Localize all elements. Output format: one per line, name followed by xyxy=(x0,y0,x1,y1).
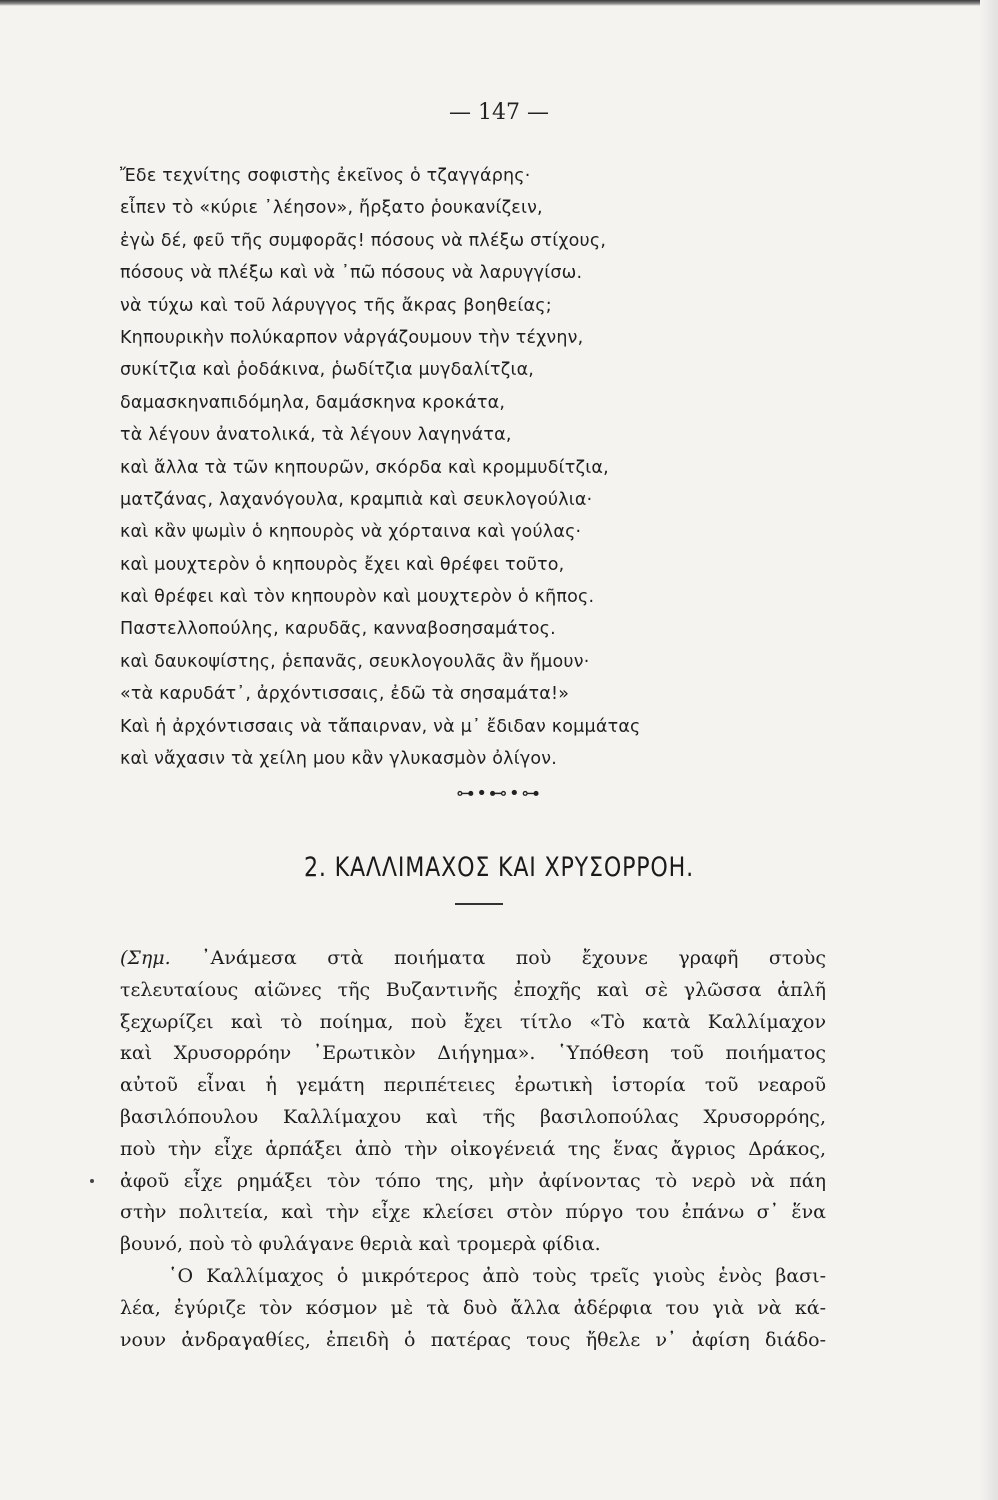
page-number: — 147 — xyxy=(449,100,549,125)
verse-line: Παστελλοπούλης, καρυδᾶς, κανναβοσησαμάτος. xyxy=(120,619,556,640)
page-right-edge xyxy=(980,0,998,1500)
prose-line: τελευταίους αἰῶνες τῆς Βυζαντινῆς ἐποχῆς καὶ σὲ γλῶσσα ἁπλῆ xyxy=(120,978,826,1001)
verse-block xyxy=(120,160,900,775)
verse-line: καὶ δαυκοψίστης, ῥεπανᾶς, σευκλογουλᾶς ἂν ἤμουν· xyxy=(120,651,590,672)
prose-line: βουνό, ποὺ τὸ φυλάγανε θεριὰ καὶ τρομερὰ φίδια. xyxy=(120,1233,601,1256)
verse-line: συκίτζια καὶ ῥοδάκινα, ῥωδίτζια μυγδαλίτζια, xyxy=(120,360,535,381)
verse-line: καὶ νἄχασιν τὰ χείλη μου κἂν γλυκασμὸν ὀλίγον. xyxy=(120,749,558,770)
prose-line: λέα, ἐγύριζε τὸν κόσμον μὲ τὰ δυὸ ἄλλα ἀδέρφια του γιὰ νὰ κά- xyxy=(120,1296,826,1319)
prose-line: βασιλόπουλου Καλλίμαχου καὶ τῆς βασιλοπούλας Χρυσορρόης, xyxy=(120,1105,826,1128)
prose-first-line-text: ᾽Ανάμεσα στὰ ποιήματα ποὺ ἔχουνε γραφῆ στοὺς xyxy=(201,947,826,969)
verse-line: τὰ λέγουν ἀνατολικά, τὰ λέγουν λαγηνάτα, xyxy=(120,425,512,446)
verse-line: Καὶ ἡ ἀρχόντισσαις νὰ τἄπαιρναν, νὰ μ᾽ ἔδιδαν κομμάτας xyxy=(120,716,641,737)
verse-line: ματζάνας, λαχανόγουλα, κραμπιὰ καὶ σευκλογούλια· xyxy=(120,489,593,510)
page-top-edge xyxy=(0,0,998,6)
verse-line: εἶπεν τὸ «κύριε ᾽λέησον», ἤρξατο ῥουκανίζειν, xyxy=(120,198,543,219)
prose-line: καὶ Χρυσορρόην ᾽Ερωτικὸν Διήγημα». ῾Υπόθεση τοῦ ποιήματος xyxy=(120,1042,826,1065)
verse-line: ἐγὼ δέ, φεῦ τῆς συμφορᾶς! πόσους νὰ πλέξω στίχους, xyxy=(120,230,607,251)
section-ornament: ⊶•⊷•⊶ xyxy=(456,783,542,804)
prose-line: νουν ἀνδραγαθίες, ἐπειδὴ ὁ πατέρας τους ἤθελε ν᾽ ἀφίση διάδο- xyxy=(120,1328,826,1351)
prose-line: αὐτοῦ εἶναι ἡ γεμάτη περιπέτειες ἐρωτικὴ ἱστορία τοῦ νεαροῦ xyxy=(120,1074,826,1097)
prose-line xyxy=(120,943,826,975)
verse-line: πόσους νὰ πλέξω καὶ νὰ ᾽πῶ πόσους νὰ λαρυγγίσω. xyxy=(120,263,583,284)
section-heading: 2. ΚΑΛΛΙΜΑΧΟΣ ΚΑΙ ΧΡΥΣΟΡΡΟΗ. xyxy=(304,852,694,883)
verse-line: καὶ μουχτερὸν ὁ κηπουρὸς ἔχει καὶ θρέφει τοῦτο, xyxy=(120,554,565,575)
verse-line: Ἔδε τεχνίτης σοφιστὴς ἐκεῖνος ὁ τζαγγάρης· xyxy=(120,166,531,186)
verse-line: καὶ θρέφει καὶ τὸν κηπουρὸν καὶ μουχτερὸν ὁ κῆπος. xyxy=(120,587,595,608)
verse-line: Κηπουρικὴν πολύκαρπον νἀργάζουμουν τὴν τέχνην, xyxy=(120,327,584,348)
verse-line: καὶ ἄλλα τὰ τῶν κηπουρῶν, σκόρδα καὶ κρομμυδίτζια, xyxy=(120,457,609,478)
margin-mark xyxy=(90,1179,94,1183)
prose-line: ξεχωρίζει καὶ τὸ ποίημα, ποὺ ἔχει τίτλο «Τὸ κατὰ Καλλίμαχον xyxy=(120,1010,826,1033)
prose-line: στὴν πολιτεία, καὶ τὴν εἶχε κλείσει στὸν πύργο του ἐπάνω σ᾽ ἕνα xyxy=(120,1201,826,1224)
prose-line: ποὺ τὴν εἶχε ἁρπάξει ἀπὸ τὴν οἰκογένειά της ἕνας ἄγριος Δράκος, xyxy=(120,1137,826,1160)
prose-block xyxy=(120,943,826,1356)
prose-line: ἀφοῦ εἶχε ρημάξει τὸν τόπο της, μὴν ἀφίνοντας τὸ νερὸ νὰ πάη xyxy=(120,1169,826,1192)
note-label: (Σημ. xyxy=(120,947,171,969)
verse-line: δαμασκηναπιδόμηλα, δαμάσκηνα κροκάτα, xyxy=(120,392,506,413)
verse-line: νὰ τύχω καὶ τοῦ λάρυγγος τῆς ἄκρας βοηθείας; xyxy=(120,295,552,316)
prose-line: ῾Ο Καλλίμαχος ὁ μικρότερος ἀπὸ τοὺς τρεῖς γιοὺς ἑνὸς βασι- xyxy=(168,1264,826,1287)
heading-underline xyxy=(455,903,503,905)
verse-line: «τὰ καρυδάτ᾽, ἀρχόντισσαις, ἐδῶ τὰ σησαμάτα!» xyxy=(120,684,570,705)
verse-line: καὶ κἂν ψωμὶν ὁ κηπουρὸς νὰ χόρταινα καὶ γούλας· xyxy=(120,522,582,543)
